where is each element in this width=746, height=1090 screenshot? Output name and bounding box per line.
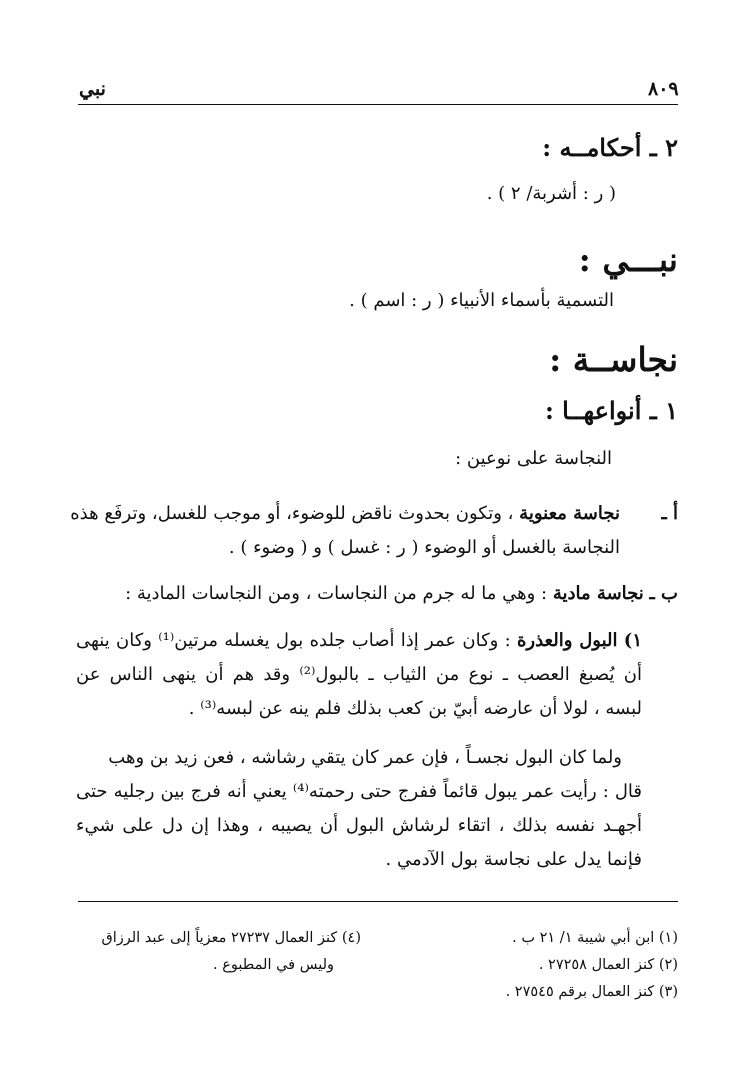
item-b-term: نجاسة مادية: [552, 583, 644, 604]
ahkam-heading: ٢ ـ أحكامــه :: [542, 133, 678, 162]
item-b-text: : وهي ما له جرم من النجاسات ، ومن النجاسات المادية :: [125, 583, 548, 604]
ahkam-reference: ( ر : أشربة/ ٢ ) .: [486, 183, 616, 204]
sub-1-term: البول والعذرة: [516, 630, 618, 651]
para-2-line-2: قال : رأيت عمر يبول قائماً ففرج حتى رحمته⁽⁴⁾ يعني أنه فرج بين رجليه حتى: [76, 781, 642, 802]
sub-1-line-3: لبسه ، لولا أن عارضه أبيّ بن كعب بذلك فلم ينه عن لبسه⁽³⁾ .: [188, 698, 642, 719]
item-a-line-1-text: ، وتكون بحدوث ناقض للوضوء، أو موجب للغسل، وترفَع هذه: [70, 503, 514, 524]
sub-1-line-1-text: : وكان عمر إذا أصاب جلده بول يغسله مرتين⁽¹⁾ وكان ينهى: [76, 630, 511, 651]
item-a-line-1: [70, 503, 620, 524]
footnote-2: (٢) كنز العمال ٢٧٢٥٨ .: [538, 957, 678, 973]
page-number: ٨٠٩: [648, 78, 679, 100]
footnote-3: (٣) كنز العمال برقم ٢٧٥٤٥ .: [505, 984, 678, 1000]
sub-1-number: ١): [623, 630, 642, 651]
nabi-text: التسمية بأسماء الأنبياء ( ر : اسم ) .: [349, 290, 614, 311]
footnote-rule: [78, 901, 678, 902]
para-2-line-1: ولما كان البول نجسـاً ، فإن عمر كان يتقي رشاشه ، فعن زيد بن وهب: [108, 747, 622, 768]
item-a-marker: أ ـ: [661, 503, 678, 524]
sub-1-line-1: [76, 630, 642, 651]
item-b-marker: ب ـ: [649, 583, 678, 604]
running-title: نبي: [79, 78, 106, 100]
item-a-line-2: النجاسة بالغسل أو الوضوء ( ر : غسل ) و ( وضوء ) .: [228, 537, 620, 558]
anwa-intro: النجاسة على نوعين :: [455, 448, 612, 469]
footnote-1: (١) ابن أبي شيبة ١/ ٢١ ب .: [512, 930, 678, 946]
para-2-line-3: أجهـد نفسه بذلك ، اتقاء لرشاش البول أن يصيبه ، وهذا إن دل على شيء: [76, 815, 642, 836]
para-2-line-4: فإنما يدل على نجاسة بول الآدمي .: [385, 849, 642, 870]
sub-1-line-2: أن يُصبغ العصب ـ نوع من الثياب ـ بالبول⁽²⁾ وقد هم أن ينهى الناس عن: [76, 664, 642, 685]
item-a-term: نجاسة معنوية: [519, 503, 620, 524]
header-rule: [78, 104, 678, 105]
item-b-line: [125, 583, 678, 604]
nabi-heading: نبـــي :: [578, 240, 678, 279]
najasa-heading: نجاســة :: [549, 340, 678, 379]
anwa-heading: ١ ـ أنواعهــا :: [544, 396, 678, 425]
footnote-4-line-1: (٤) كنز العمال ٢٧٢٣٧ معزياً إلى عبد الرزاق: [101, 930, 361, 946]
footnote-4-line-2: وليس في المطبوع .: [213, 957, 334, 973]
